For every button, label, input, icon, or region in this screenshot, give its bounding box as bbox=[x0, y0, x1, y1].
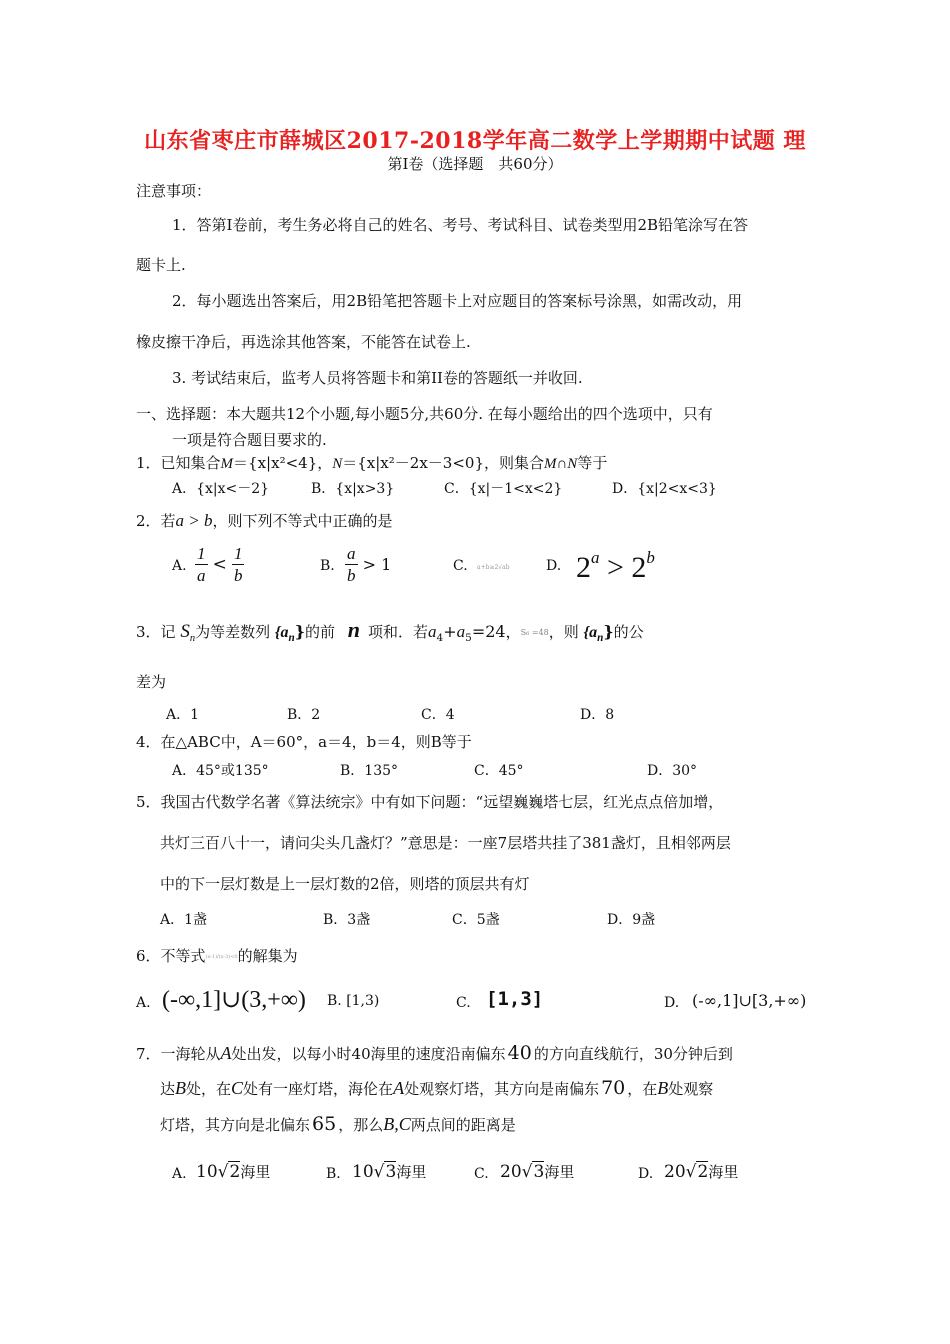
q7-option-b-label: B. bbox=[326, 1166, 341, 1182]
q6-option-b: B. [1,3) bbox=[327, 993, 380, 1009]
q2-d-base-2: 2 bbox=[631, 551, 647, 584]
q7-b-coef: 10 bbox=[352, 1162, 374, 1182]
q3-option-c: C．4 bbox=[421, 707, 455, 723]
q5-option-d: D．9盏 bbox=[607, 912, 656, 928]
q2-condition: a > b bbox=[175, 511, 213, 530]
q3-part-4: 项和．若 bbox=[368, 623, 429, 641]
q6-option-c: [1,3] bbox=[486, 988, 544, 1010]
q4-option-b: B．135° bbox=[340, 763, 399, 779]
q1-set-m: M bbox=[220, 456, 234, 472]
q3-n: n bbox=[347, 617, 361, 642]
q2-d-exp-1: a bbox=[591, 548, 600, 567]
q7-l1-a: 7．一海轮从 bbox=[136, 1045, 221, 1063]
q5-option-b: B．3盏 bbox=[323, 912, 371, 928]
q7-l1-c: 的方向直线航行，30分钟后到 bbox=[533, 1045, 733, 1063]
q2-option-d-label: D. bbox=[546, 558, 562, 574]
q7-a-unit: 海里 bbox=[240, 1163, 271, 1181]
q2-option-b-expr bbox=[345, 545, 391, 584]
q7-point-a-2: A bbox=[393, 1078, 405, 1098]
q7-l2-a: 达 bbox=[160, 1080, 176, 1098]
q6-option-a: (-∞,1]∪(3,+∞) bbox=[162, 987, 306, 1013]
section-one-line-2: 一项是符合题目要求的. bbox=[172, 431, 327, 449]
q7-a-coef: 10 bbox=[196, 1162, 218, 1182]
q3-s-sub: n bbox=[189, 633, 196, 644]
q1-intersection: M∩N bbox=[543, 456, 578, 472]
q3-comma: ， bbox=[505, 623, 521, 641]
q7-deg-65: 65 bbox=[312, 1113, 337, 1135]
q3-option-b: B．2 bbox=[287, 707, 321, 723]
q7-c-coef: 20 bbox=[500, 1162, 522, 1182]
q6-pre: 6．不等式 bbox=[136, 947, 206, 965]
q4-option-d: D．30° bbox=[647, 763, 698, 779]
q3-eq24: =24 bbox=[471, 622, 506, 641]
q2-a-fraction-1: $\frac{1}{a}$ bbox=[197, 544, 206, 585]
q4-option-a: A．45°或135° bbox=[172, 763, 269, 779]
q2-b-fraction: $\frac{a}{b}$ bbox=[347, 544, 356, 585]
q7-option-a: 10√2海里 bbox=[196, 1162, 271, 1182]
q7-option-c-label: C. bbox=[474, 1166, 489, 1182]
q2-d-exp-2: b bbox=[646, 548, 655, 567]
q7-b-unit: 海里 bbox=[396, 1163, 427, 1181]
q2-option-b-label: B. bbox=[320, 558, 335, 574]
q1-post: 等于 bbox=[577, 454, 608, 472]
q1-option-c: C．{x|－1<x<2} bbox=[444, 481, 563, 497]
q2-stem-pre: 2．若 bbox=[136, 512, 176, 530]
q7-c-radicand: 3 bbox=[533, 1162, 545, 1182]
q3-a4: a bbox=[428, 622, 437, 641]
q7-deg-40: 40 bbox=[507, 1042, 532, 1064]
q7-c-unit: 海里 bbox=[544, 1163, 575, 1181]
section-subtitle: 第Ⅰ卷（选择题 共60分） bbox=[387, 155, 563, 173]
question-6-stem bbox=[136, 945, 298, 966]
q3-a5: a bbox=[456, 622, 466, 641]
q1-pre: 1．已知集合 bbox=[136, 454, 221, 472]
q2-option-c-formula-image: a+b≥2√ab bbox=[477, 564, 510, 571]
q1-set-n: N bbox=[332, 456, 343, 472]
q7-option-d-label: D. bbox=[638, 1166, 654, 1182]
q2-stem-post: ，则下列不等式中正确的是 bbox=[212, 512, 393, 530]
q2-a-fraction-2: $\frac{1}{b}$ bbox=[233, 544, 243, 585]
q6-post: 的解集为 bbox=[237, 947, 298, 965]
q7-points-bc: B,C bbox=[383, 1114, 411, 1134]
q6-option-c-label: C. bbox=[456, 995, 471, 1011]
q7-point-a: A bbox=[220, 1043, 232, 1063]
q7-option-a-label: A. bbox=[172, 1166, 187, 1182]
q2-option-a-label: A. bbox=[172, 558, 187, 574]
q5-option-c: C．5盏 bbox=[452, 912, 500, 928]
q7-l2-b: 处，在 bbox=[186, 1080, 232, 1098]
notice-item-1-line-1: 1．答第Ⅰ卷前，考生务必将自己的姓名、考号、考试科目、试卷类型用2B铅笔涂写在答 bbox=[172, 216, 749, 234]
page-title: 山东省枣庄市薛城区2017-2018学年高二数学上学期期中试题 理 bbox=[144, 128, 806, 154]
q2-option-a-expr bbox=[195, 545, 244, 584]
q1-option-b: B．{x|x>3} bbox=[311, 481, 395, 497]
question-2-stem bbox=[136, 510, 393, 531]
q7-l1-b: 处出发，以每小时40海里的速度沿南偏东 bbox=[231, 1045, 506, 1063]
q3-a5-sub: 5 bbox=[465, 632, 472, 644]
q3-sequence-1: $\{a_n\}$ bbox=[274, 622, 305, 645]
q7-point-c: C bbox=[231, 1078, 244, 1098]
q6-option-d-label: D. bbox=[664, 995, 680, 1011]
q3-s: S bbox=[180, 621, 190, 642]
q7-option-c: 20√3海里 bbox=[500, 1162, 575, 1182]
q7-point-b-2: B bbox=[657, 1078, 669, 1098]
q7-l3-a: 灯塔，其方向是北偏东 bbox=[160, 1116, 311, 1134]
question-5-line-2: 共灯三百八十一，请问尖头几盏灯？”意思是：一座7层塔共挂了381盏灯，且相邻两层 bbox=[160, 834, 731, 852]
q4-option-c: C．45° bbox=[474, 763, 524, 779]
q3-part-2: 为等差数列 bbox=[195, 623, 271, 641]
question-1-stem bbox=[136, 452, 607, 473]
q2-a-operator: < bbox=[212, 554, 227, 575]
q7-l2-d: 处观察灯塔，其方向是南偏东 bbox=[404, 1080, 600, 1098]
question-7-line-2 bbox=[160, 1077, 713, 1099]
q3-option-d: D．8 bbox=[580, 707, 615, 723]
section-one-line-1: 一、选择题：本大题共12个小题,每小题5分,共60分. 在每小题给出的四个选项中，只有 bbox=[136, 405, 713, 423]
q7-d-radicand: 2 bbox=[697, 1162, 709, 1182]
q7-a-radicand: 2 bbox=[229, 1162, 241, 1182]
q3-option-a: A．1 bbox=[166, 707, 200, 723]
question-4-stem: 4．在△ABC中，A＝60°，a＝4，b＝4，则B等于 bbox=[136, 733, 472, 751]
q7-option-b: 10√3海里 bbox=[352, 1162, 427, 1182]
q7-l3-c: 两点间的距离是 bbox=[410, 1116, 516, 1134]
q7-l3-b: ，那么 bbox=[338, 1116, 384, 1134]
q3-part-6: 的公 bbox=[613, 623, 644, 641]
q7-l2-c: 处有一座灯塔，海伦在 bbox=[243, 1080, 394, 1098]
q2-option-d-expr bbox=[576, 548, 655, 585]
q7-point-b: B bbox=[175, 1078, 187, 1098]
q1-option-a: A．{x|x<－2} bbox=[172, 481, 270, 497]
q3-s6-image: S₆ =48 bbox=[520, 628, 549, 637]
q7-d-unit: 海里 bbox=[708, 1163, 739, 1181]
q7-l2-e: ，在 bbox=[627, 1080, 658, 1098]
q3-plus: + bbox=[443, 622, 457, 641]
q2-d-base-1: 2 bbox=[576, 551, 591, 584]
notice-heading: 注意事项： bbox=[136, 182, 212, 200]
question-3-stem bbox=[136, 617, 644, 644]
q6-option-d: (-∞,1]∪[3,+∞) bbox=[692, 991, 807, 1010]
q7-d-coef: 20 bbox=[664, 1162, 686, 1182]
q3-sequence-2: $\{a_n\}$ bbox=[583, 622, 614, 645]
q1-set-m-def: ＝{x|x²<4}， bbox=[233, 454, 333, 472]
q1-option-d: D．{x|2<x<3} bbox=[612, 481, 717, 497]
q2-option-c-label: C. bbox=[453, 558, 468, 574]
q7-l2-f: 处观察 bbox=[668, 1080, 714, 1098]
question-5-line-3: 中的下一层灯数是上一层灯数的2倍，则塔的顶层共有灯 bbox=[160, 875, 530, 893]
q3-a4-sub: 4 bbox=[436, 632, 444, 644]
q7-b-radicand: 3 bbox=[385, 1162, 397, 1182]
notice-item-2-line-2: 橡皮擦干净后，再选涂其他答案，不能答在试卷上. bbox=[136, 333, 471, 351]
question-7-line-3 bbox=[160, 1113, 516, 1135]
q7-option-d: 20√2海里 bbox=[664, 1162, 739, 1182]
question-7-line-1 bbox=[136, 1042, 733, 1064]
q2-d-operator: > bbox=[607, 551, 624, 584]
q6-option-a-label: A. bbox=[136, 995, 151, 1011]
q6-inequality-image: (x-1)/(x-3)<0 bbox=[205, 954, 238, 960]
notice-item-3: 3. 考试结束后，监考人员将答题卡和第II卷的答题纸一并收回. bbox=[172, 369, 583, 387]
q5-option-a: A．1盏 bbox=[160, 912, 208, 928]
question-5-line-1: 5．我国古代数学名著《算法统宗》中有如下问题：“远望巍巍塔七层，红光点点倍加增， bbox=[136, 793, 724, 811]
q3-part-5: ，则 bbox=[548, 623, 579, 641]
q3-line-2: 差为 bbox=[136, 673, 167, 691]
q3-part-1: 3．记 bbox=[136, 623, 176, 641]
q2-b-rest: > 1 bbox=[362, 555, 392, 574]
notice-item-1-line-2: 题卡上. bbox=[136, 256, 186, 274]
notice-item-2-line-1: 2．每小题选出答案后，用2B铅笔把答题卡上对应题目的答案标号涂黑，如需改动，用 bbox=[172, 292, 743, 310]
q7-deg-70: 70 bbox=[601, 1077, 626, 1099]
q3-part-3: 的前 bbox=[304, 623, 335, 641]
q1-set-n-def: ＝{x|x²－2x－3<0}，则集合 bbox=[342, 454, 544, 472]
